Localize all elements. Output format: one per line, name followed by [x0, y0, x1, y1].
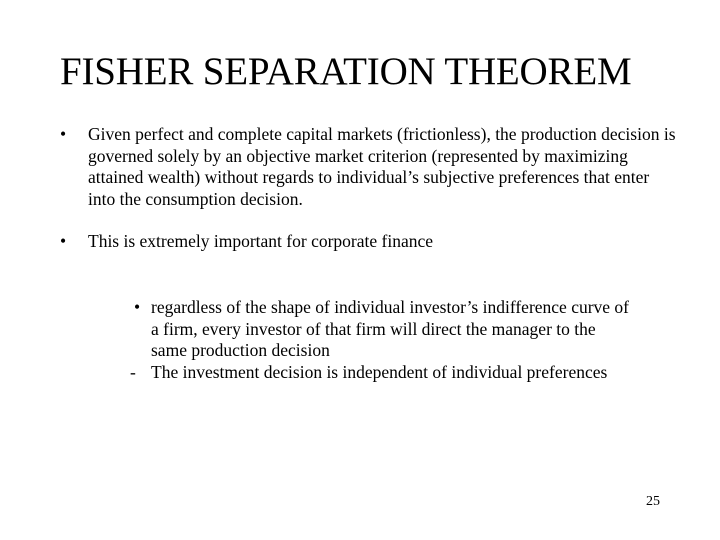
slide-title: FISHER SEPARATION THEOREM [60, 50, 632, 93]
bullet-item [60, 231, 678, 253]
bullet-text: Given perfect and complete capital markets (frictionless), the production decision is governed solely by an objective market criterion (represented by maximizing attained wealth) without regards to individual’s subjective preferences that enter into the consumption decision. [88, 124, 676, 209]
sub-bullet-marker: • [134, 297, 141, 317]
sub-dash-text: The investment decision is independent of individual preferences [151, 361, 608, 382]
bullet-item [60, 124, 678, 210]
sub-bullet-item [130, 297, 631, 362]
bullet-list [60, 124, 680, 272]
bullet-text: This is extremely important for corporate finance [88, 231, 434, 251]
sub-bullet-text: regardless of the shape of individual investor’s indifference curve of a firm, every investor of that firm will direct the manager to the same production decision [151, 297, 630, 360]
page-number: 25 [646, 494, 660, 509]
sub-bullet-list [130, 297, 650, 383]
bullet-marker: • [60, 124, 67, 144]
sub-dash-item [130, 362, 631, 384]
dash-marker: - [130, 361, 136, 382]
bullet-marker: • [60, 231, 67, 251]
